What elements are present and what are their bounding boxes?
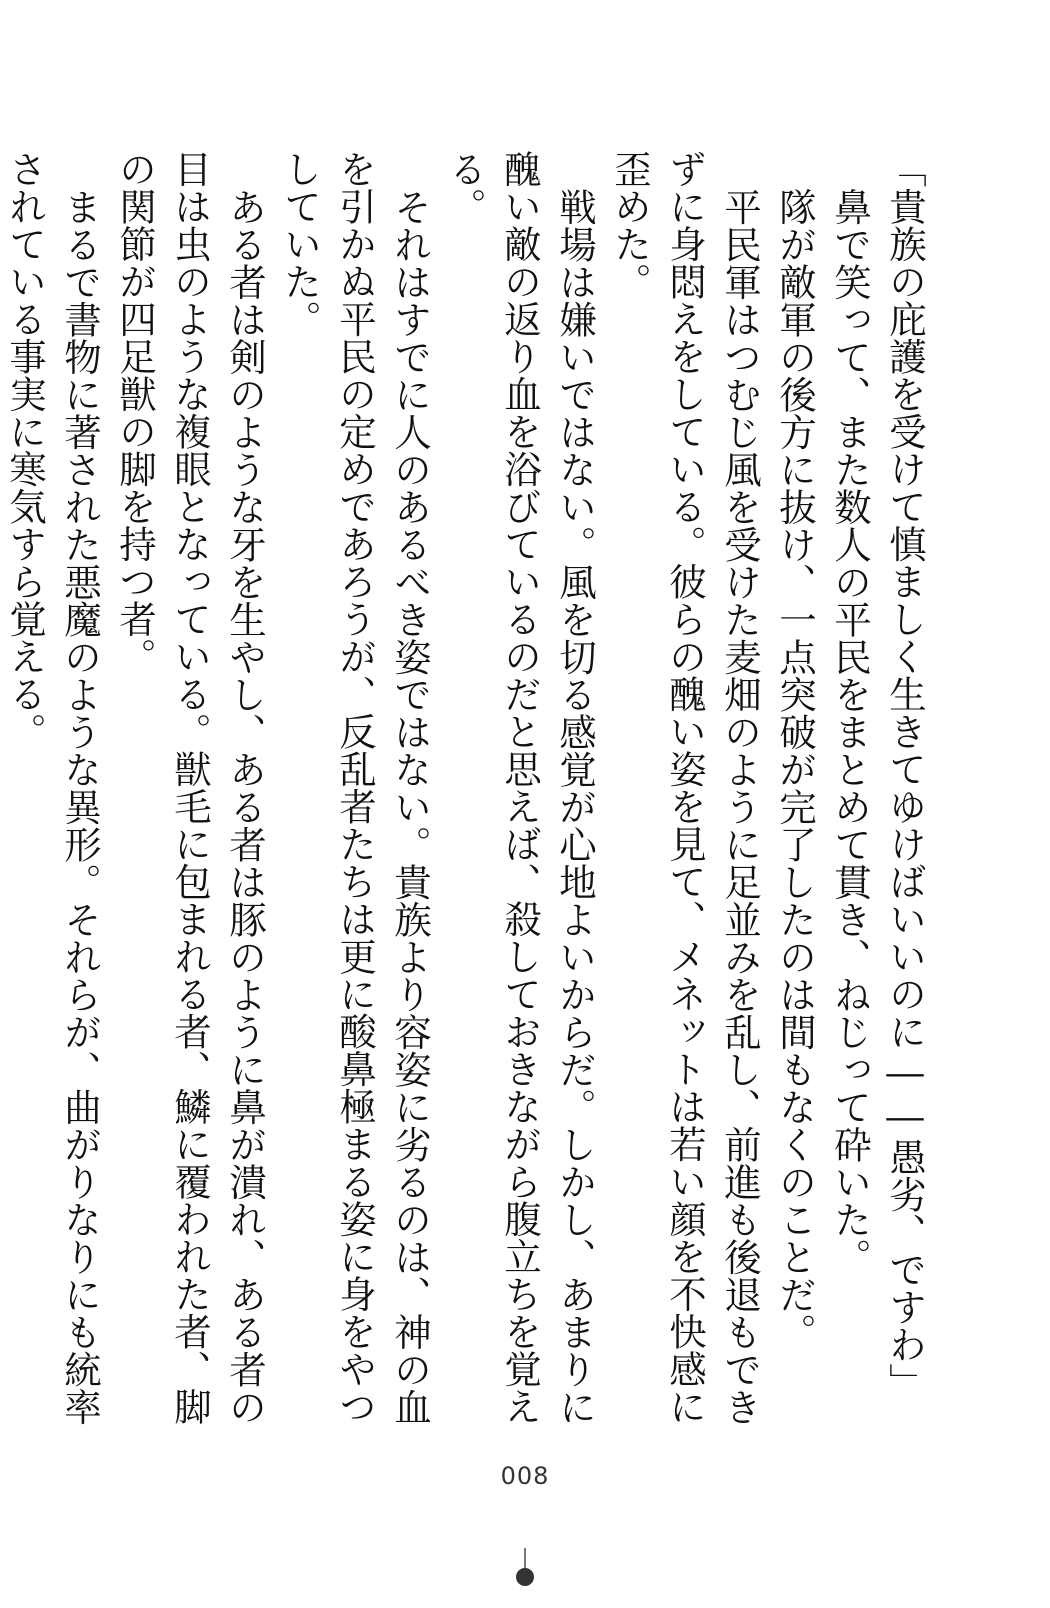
body-text <box>3 150 932 1445</box>
page-number: 008 <box>500 1462 550 1490</box>
paragraph-7: ある者は剣のような牙を生やし、ある者は豚のように鼻が潰れ、ある者の目は虫のような複眼となっている。獣毛に包まれる者、鱗に覆われた者、脚の関節が四足獣の脚を持つ者。 <box>113 150 267 1425</box>
page-ornament-icon <box>516 1548 534 1608</box>
paragraph-6: それはすでに人のあるべき姿ではない。貴族より容姿に劣るのは、神の血を引かぬ平民の定めであろうが、反乱者たちは更に酸鼻極まる姿に身をやつしていた。 <box>278 150 432 1425</box>
paragraph-2: 鼻で笑って、また数人の平民をまとめて貫き、ねじって砕いた。 <box>828 187 872 1275</box>
paragraph-8: まるで書物に著された悪魔のような異形。それらが、曲がりなりにも統率されている事実に寒気すら覚える。 <box>3 150 102 1425</box>
ornament-dot <box>516 1568 534 1586</box>
paragraph-1: 「貴族の庇護を受けて慎ましく生きてゆけばいいのに――愚劣、ですわ」 <box>883 150 927 1401</box>
paragraph-4: 平民軍はつむじ風を受けた麦畑のように足並みを乱し、前進も後退もできずに身悶えをしている。彼らの醜い姿を見て、メネットは若い顔を不快感に歪めた。 <box>608 150 762 1425</box>
paragraph-3: 隊が敵軍の後方に抜け、一点突破が完了したのは間もなくのことだ。 <box>773 187 817 1350</box>
paragraph-5: 戦場は嫌いではない。風を切る感覚が心地よいからだ。しかし、あまりに醜い敵の返り血を浴びているのだと思えば、殺しておきながら腹立ちを覚える。 <box>443 150 597 1425</box>
ornament-stem <box>524 1548 526 1568</box>
